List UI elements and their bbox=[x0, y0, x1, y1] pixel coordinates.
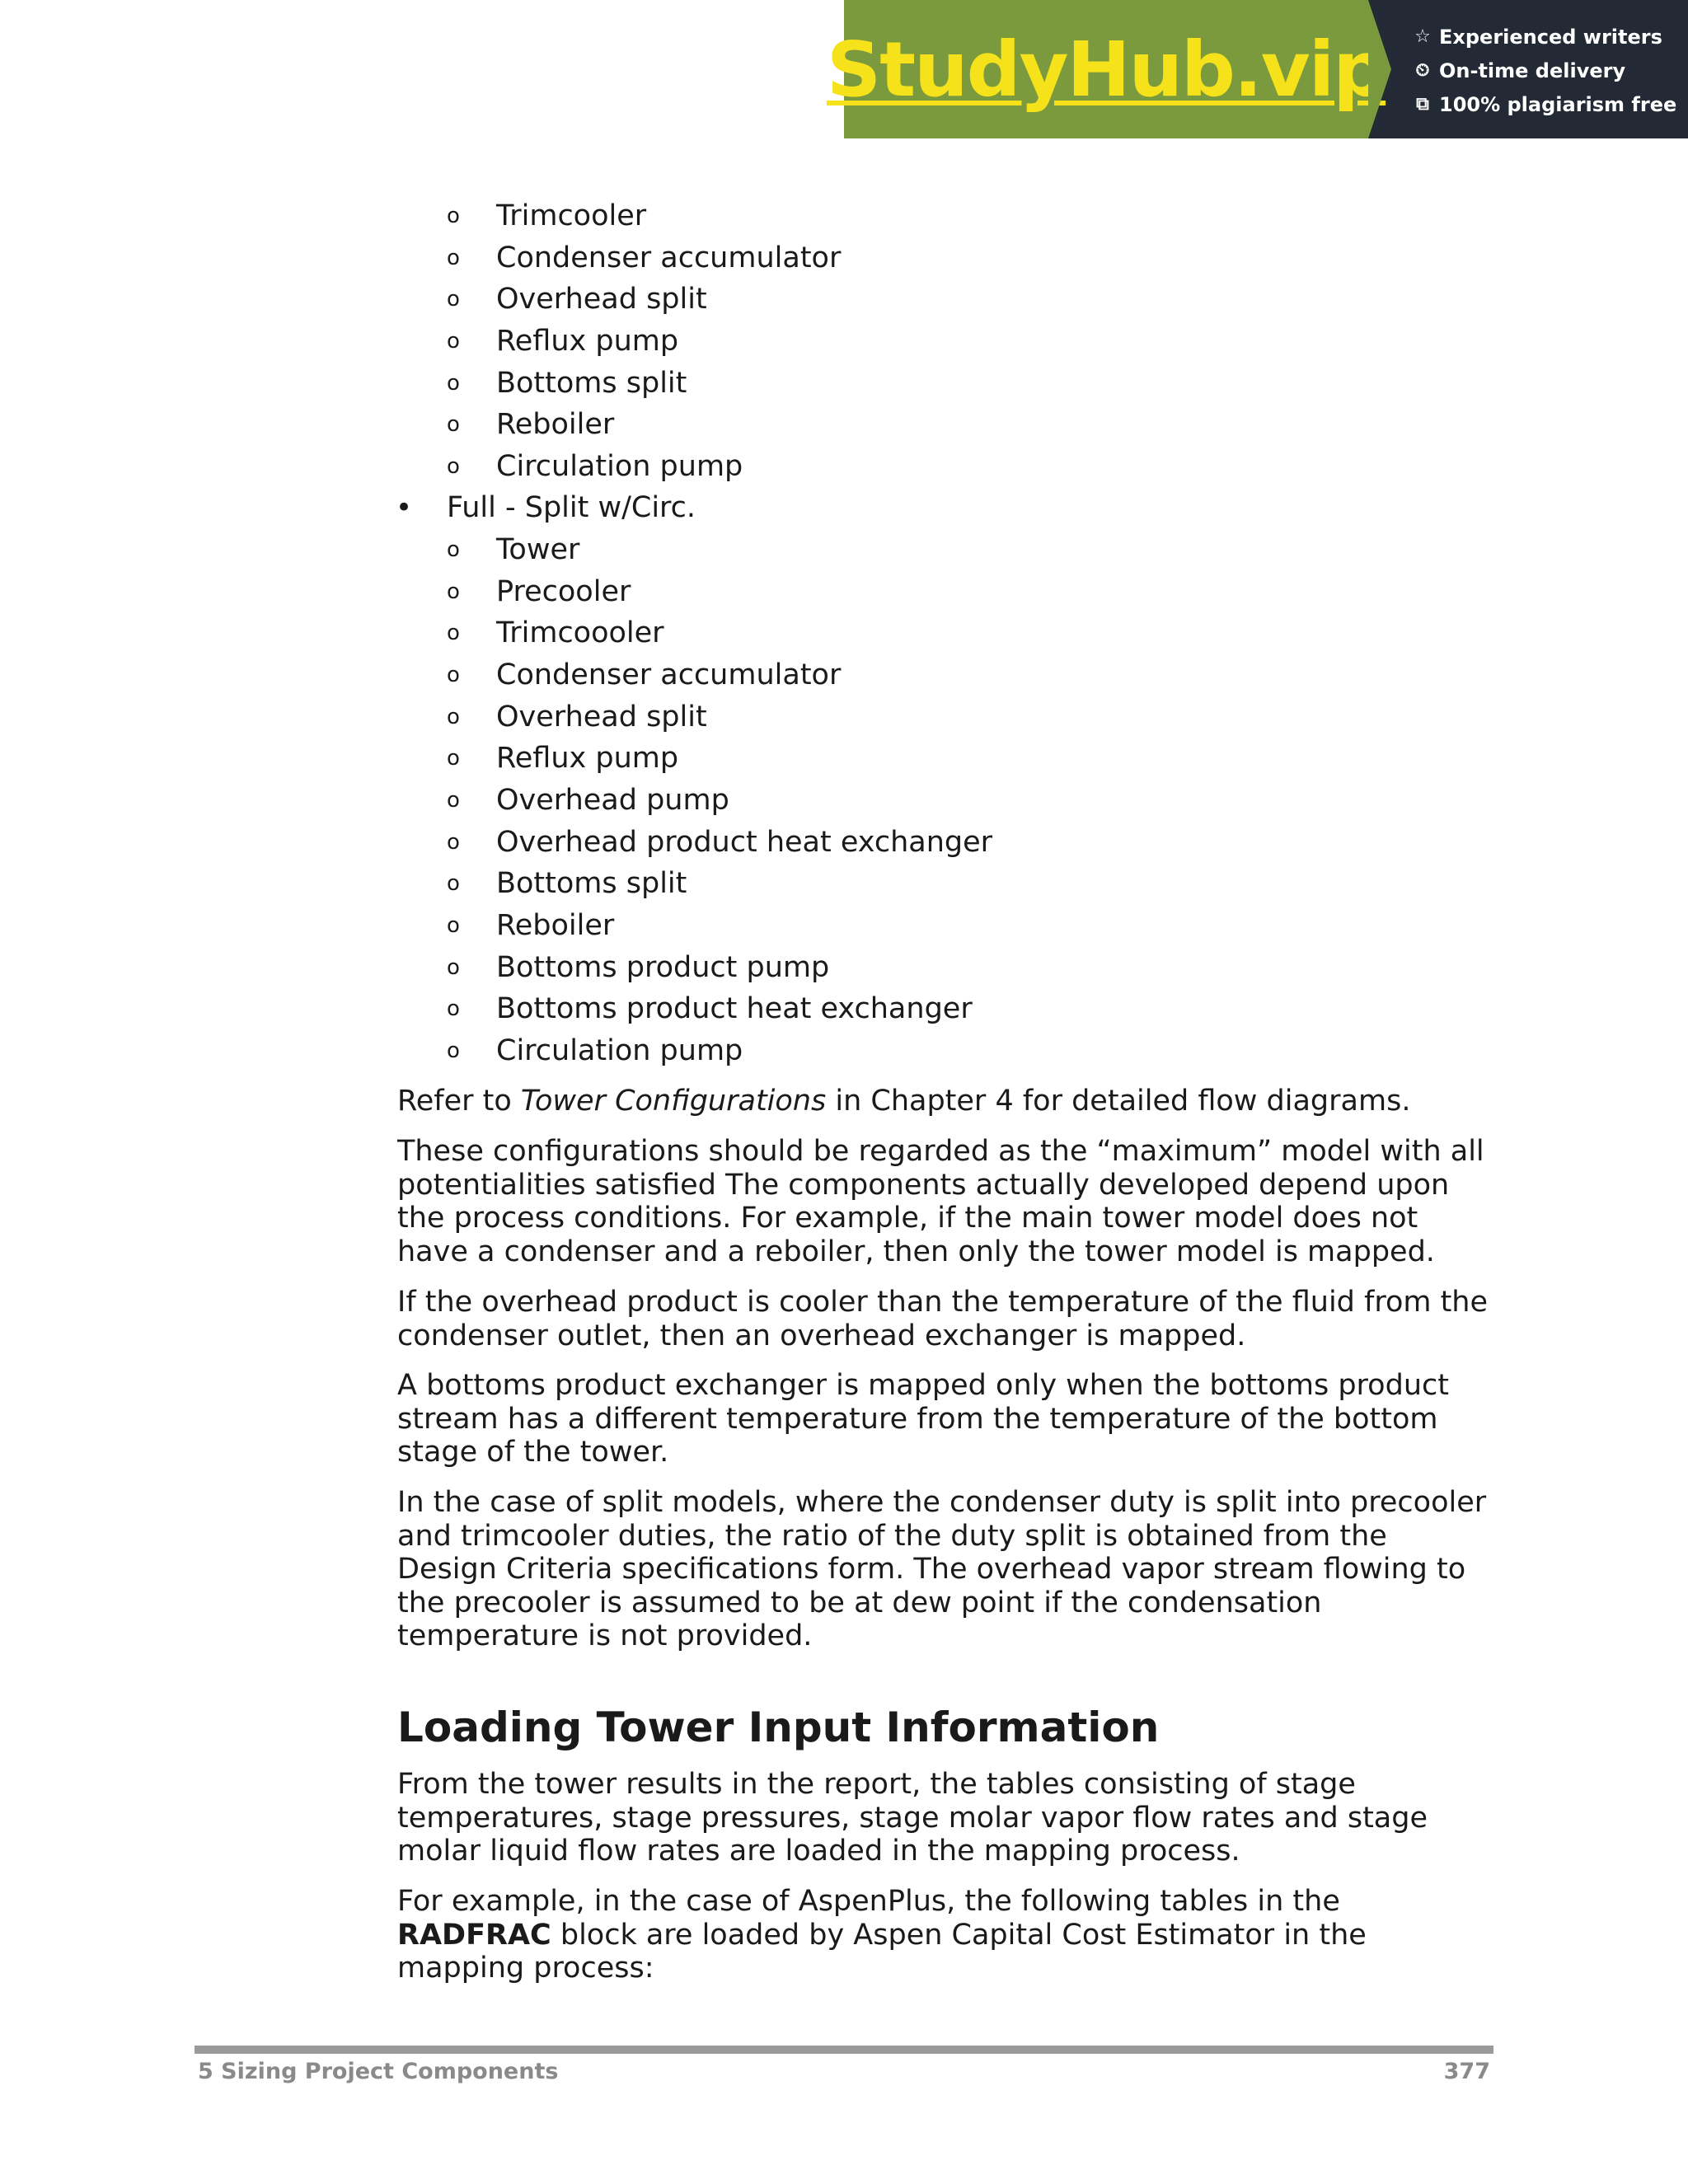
refer-text-before: Refer to bbox=[397, 1085, 521, 1118]
list-item: Overhead split bbox=[496, 283, 707, 316]
list-bullet: o bbox=[447, 621, 460, 645]
list-bullet: o bbox=[447, 746, 460, 771]
refer-link-text: Tower Configurations bbox=[520, 1085, 827, 1118]
list-item: Circulation pump bbox=[496, 450, 743, 483]
feature-label: Experienced writers bbox=[1439, 25, 1662, 49]
list-item: Tower bbox=[496, 533, 580, 566]
list-item: Condenser accumulator bbox=[496, 241, 842, 274]
list-bullet: o bbox=[447, 955, 460, 980]
list-item: Overhead pump bbox=[496, 784, 729, 817]
list-item: Precooler bbox=[496, 575, 631, 608]
list-bullet: o bbox=[447, 287, 460, 312]
feature-item bbox=[1413, 87, 1688, 121]
paragraph-split: In the case of split models, where the condenser duty is split into precooler and trimcooler duties, the ratio of the duty split is obtained from the Design Criteria specifications form. The overhead vapor stream flowing to the precooler is assumed to be at dew point if the condensation temperature is not provided. bbox=[397, 1486, 1487, 1652]
list-bullet: • bbox=[396, 491, 413, 524]
list-item: Trimcoooler bbox=[496, 616, 664, 649]
list-item: Reboiler bbox=[496, 408, 615, 441]
list-item: Overhead split bbox=[496, 701, 707, 733]
list-bullet: o bbox=[447, 871, 460, 896]
list-bullet: o bbox=[447, 246, 460, 270]
banner-arrow bbox=[1368, 0, 1391, 138]
paragraph-configurations: These configurations should be regarded as the “maximum” model with all potentialities satisfied The components actually developed depend upon the process conditions. For example, if the main tower model does not have a condenser and a reboiler, then only the tower model is mapped. bbox=[397, 1135, 1484, 1268]
list-bullet: o bbox=[447, 663, 460, 687]
star-icon: ☆ bbox=[1414, 26, 1431, 47]
list-bullet: o bbox=[447, 579, 460, 604]
paragraph-bottoms: A bottoms product exchanger is mapped only when the bottoms product stream has a different temperature from the temperature of the bottom stage of the tower. bbox=[397, 1369, 1449, 1469]
list-item: Reflux pump bbox=[496, 742, 679, 775]
list-bullet: o bbox=[447, 412, 460, 437]
footer-chapter-title: 5 Sizing Project Components bbox=[198, 2059, 559, 2084]
example-text-before: For example, in the case of AspenPlus, the following tables in the bbox=[397, 1885, 1340, 1918]
list-item: Reboiler bbox=[496, 909, 615, 942]
paragraph-overhead: If the overhead product is cooler than the temperature of the fluid from the condenser outlet, then an overhead exchanger is mapped. bbox=[397, 1286, 1489, 1352]
list-bullet: o bbox=[447, 204, 460, 228]
list-bullet: o bbox=[447, 788, 460, 813]
list-item: Bottoms product heat exchanger bbox=[496, 992, 973, 1025]
paragraph-refer bbox=[397, 1085, 1493, 1118]
list-bullet: o bbox=[447, 537, 460, 562]
refer-text-after: in Chapter 4 for detailed flow diagrams. bbox=[826, 1085, 1411, 1118]
list-bullet: o bbox=[447, 830, 460, 855]
page-number: 377 bbox=[1443, 2059, 1490, 2084]
clock-icon: ⏲ bbox=[1415, 60, 1430, 81]
paragraph-loading: From the tower results in the report, the tables consisting of stage temperatures, stage pressures, stage molar vapor flow rates and stage molar liquid flow rates are loaded in the mapping process. bbox=[397, 1768, 1428, 1868]
brand-logo: StudyHub.vip bbox=[826, 25, 1386, 114]
feature-item bbox=[1413, 20, 1688, 54]
list-item: Overhead product heat exchanger bbox=[496, 826, 993, 859]
footer-divider bbox=[195, 2046, 1493, 2054]
brand-panel bbox=[826, 0, 1386, 138]
list-bullet: o bbox=[447, 996, 460, 1021]
list-bullet: o bbox=[447, 1038, 460, 1063]
list-item: Bottoms product pump bbox=[496, 951, 830, 984]
list-bullet: o bbox=[447, 454, 460, 479]
copy-icon: ⧉ bbox=[1416, 94, 1429, 115]
list-item: Trimcooler bbox=[496, 199, 647, 232]
list-item: Reflux pump bbox=[496, 325, 679, 358]
list-item: Bottoms split bbox=[496, 867, 687, 900]
list-bullet: o bbox=[447, 371, 460, 396]
ad-banner[interactable] bbox=[826, 0, 1688, 138]
feature-label: 100% plagiarism free bbox=[1439, 92, 1677, 116]
features-panel bbox=[1368, 0, 1688, 138]
list-item: Bottoms split bbox=[496, 367, 687, 400]
section-heading: Loading Tower Input Information bbox=[397, 1704, 1160, 1751]
feature-label: On-time delivery bbox=[1439, 59, 1626, 82]
example-text-after: block are loaded by Aspen Capital Cost Estimator in the mapping process: bbox=[397, 1918, 1367, 1985]
list-item: Condenser accumulator bbox=[496, 658, 842, 691]
feature-item bbox=[1413, 54, 1688, 87]
list-bullet: o bbox=[447, 329, 460, 354]
list-item: Circulation pump bbox=[496, 1034, 743, 1067]
list-bullet: o bbox=[447, 913, 460, 938]
radfrac-keyword: RADFRAC bbox=[397, 1918, 551, 1952]
paragraph-example bbox=[397, 1885, 1493, 1985]
bullet-item: Full - Split w/Circ. bbox=[447, 491, 696, 524]
list-bullet: o bbox=[447, 705, 460, 729]
